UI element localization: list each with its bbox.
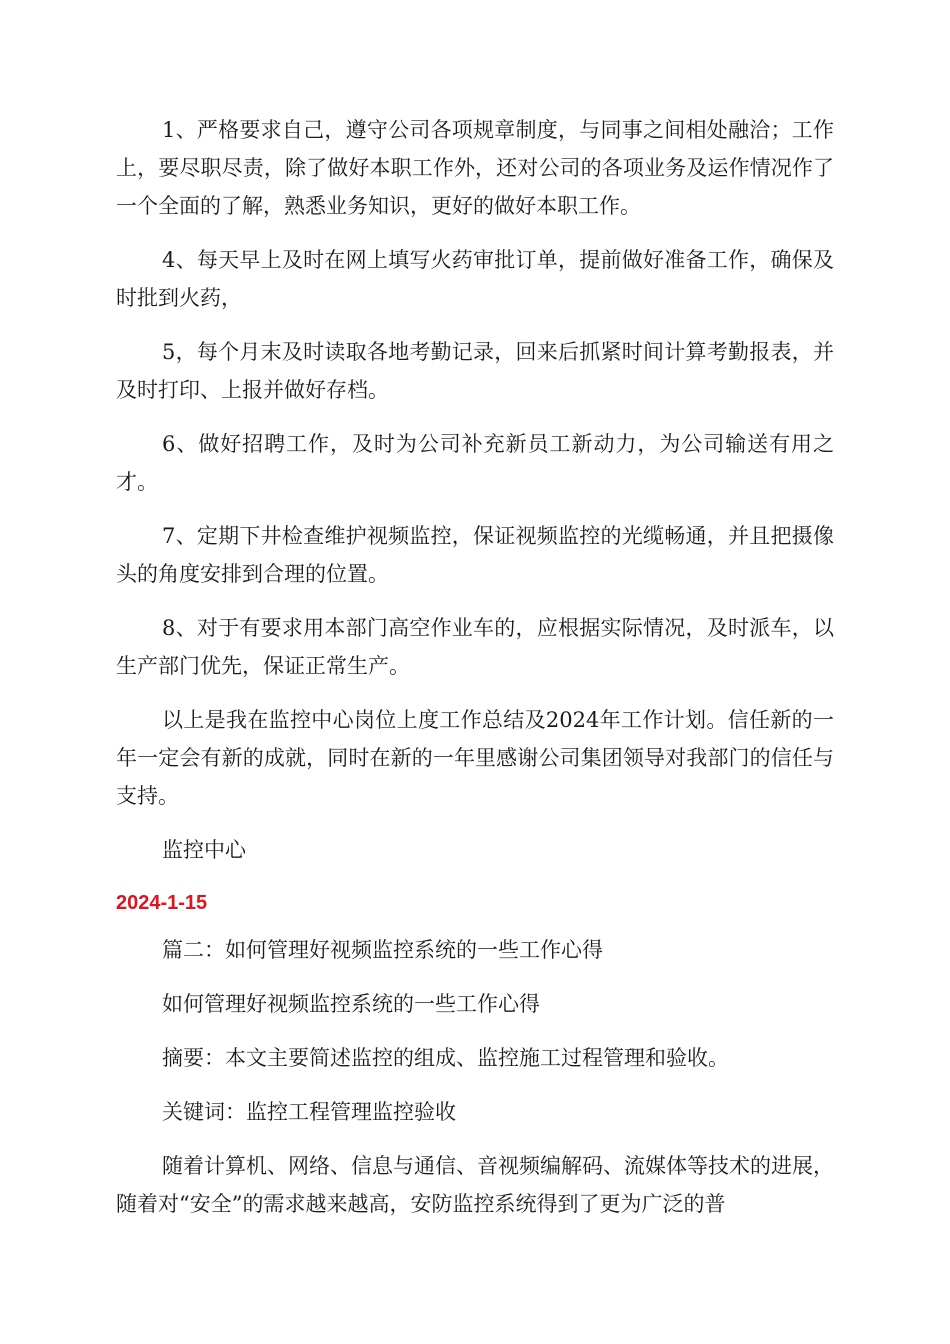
paragraph-item-1: 1、严格要求自己，遵守公司各项规章制度，与同事之间相处融洽；工作上，要尽职尽责，除了做好本职工作外，还对公司的各项业务及运作情况作了一个全面的了解，熟悉业务知识，更好的做好本职工作。 — [116, 118, 834, 218]
paragraph-item-4: 4、每天早上及时在网上填写火药审批订单，提前做好准备工作，确保及时批到火药， — [116, 248, 834, 310]
document-date: 2024-1-15 — [116, 892, 208, 914]
document-body — [116, 111, 834, 1239]
intro-paragraph: 随着计算机、网络、信息与通信、音视频编解码、流媒体等技术的进展，随着对“安全”的需求越来越高，安防监控系统得到了更为广泛的普 — [116, 1154, 834, 1216]
paragraph-item-8: 8、对于有要求用本部门高空作业车的，应根据实际情况，及时派车，以生产部门优先，保证正常生产。 — [116, 616, 834, 678]
paragraph-item-6: 6、做好招聘工作，及时为公司补充新员工新动力，为公司输送有用之才。 — [116, 432, 834, 494]
article-title: 如何管理好视频监控系统的一些工作心得 — [162, 992, 540, 1016]
paragraph-item-7: 7、定期下井检查维护视频监控，保证视频监控的光缆畅通，并且把摄像头的角度安排到合理的位置。 — [116, 524, 834, 586]
signature-department: 监控中心 — [162, 838, 246, 862]
abstract-paragraph: 摘要：本文主要简述监控的组成、监控施工过程管理和验收。 — [162, 1046, 729, 1070]
keywords-paragraph: 关键词：监控工程管理监控验收 — [162, 1100, 456, 1124]
summary-paragraph: 以上是我在监控中心岗位上度工作总结及2024年工作计划。信任新的一年一定会有新的成就，同时在新的一年里感谢公司集团领导对我部门的信任与支持。 — [116, 708, 834, 808]
section-two-heading: 篇二：如何管理好视频监控系统的一些工作心得 — [162, 938, 603, 962]
paragraph-item-5: 5，每个月末及时读取各地考勤记录，回来后抓紧时间计算考勤报表，并及时打印、上报并做好存档。 — [116, 340, 834, 402]
